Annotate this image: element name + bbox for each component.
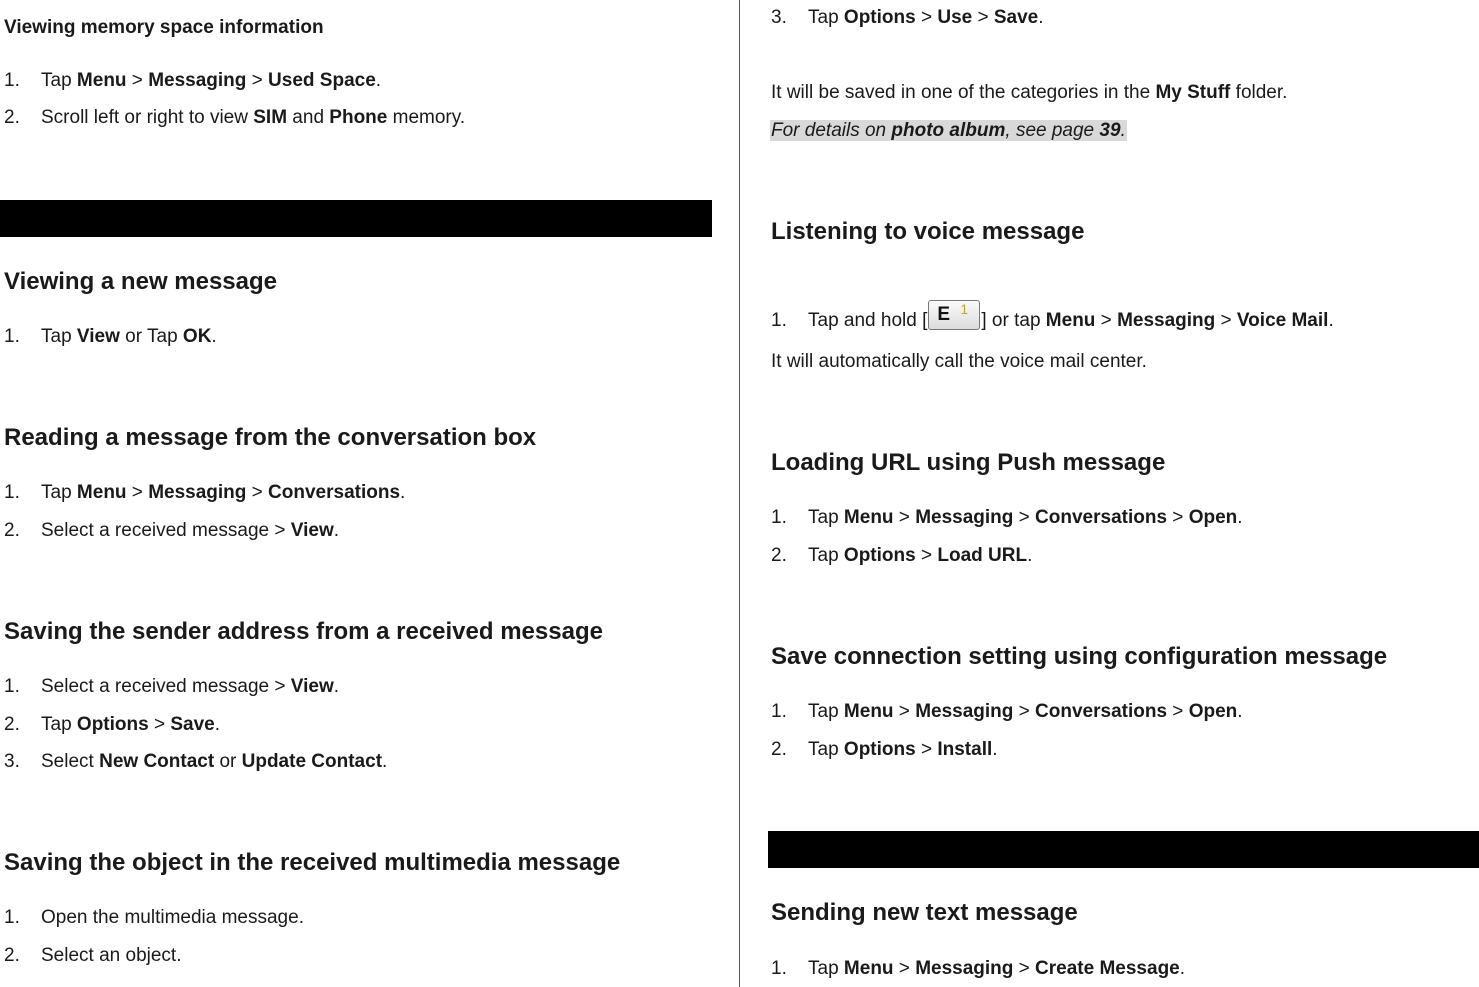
section-title-saving-sender: Saving the sender address from a received message bbox=[4, 618, 603, 645]
saved-location-note: It will be saved in one of the categories in the My Stuff folder. bbox=[771, 82, 1288, 103]
section-title-reading: Reading a message from the conversation box bbox=[4, 424, 537, 451]
voice-note: It will automatically call the voice mail center. bbox=[771, 351, 1147, 372]
step-new-message-1: 1. Tap View or Tap OK. bbox=[4, 326, 217, 347]
step-saving-sender-1: 1. Select a received message > View. bbox=[4, 676, 340, 697]
step-voice-1: 1. Tap and hold [ E 1 ] or tap Menu > Messaging > Voice Mail. bbox=[771, 301, 1334, 331]
section-title-new-message: Viewing a new message bbox=[4, 268, 278, 295]
section-title-config: Save connection setting using configuration message bbox=[771, 643, 1388, 670]
step-config-1: 1. Tap Menu > Messaging > Conversations > Open. bbox=[771, 701, 1243, 722]
right-column bbox=[741, 0, 1479, 987]
left-column bbox=[0, 0, 712, 987]
section-title-memory: Viewing memory space information bbox=[4, 17, 324, 38]
step-push-1: 1. Tap Menu > Messaging > Conversations > Open. bbox=[771, 507, 1243, 528]
section-divider-bar bbox=[0, 200, 712, 237]
section-title-saving-object: Saving the object in the received multimedia message bbox=[4, 849, 621, 876]
step-saving-object-1: 1. Open the multimedia message. bbox=[4, 907, 304, 928]
section-title-push: Loading URL using Push message bbox=[771, 449, 1166, 476]
column-divider bbox=[739, 0, 740, 987]
step-saving-sender-2: 2. Tap Options > Save. bbox=[4, 714, 221, 735]
step-saving-sender-3: 3. Select New Contact or Update Contact. bbox=[4, 751, 388, 772]
step-config-2: 2. Tap Options > Install. bbox=[771, 739, 998, 760]
step-reading-1: 1. Tap Menu > Messaging > Conversations. bbox=[4, 482, 406, 503]
step-sending-1: 1. Tap Menu > Messaging > Create Message. bbox=[771, 958, 1186, 979]
cross-reference-note: For details on photo album, see page 39. bbox=[771, 120, 1126, 141]
voicemail-key-icon: E 1 bbox=[928, 300, 980, 330]
step-push-2: 2. Tap Options > Load URL. bbox=[771, 545, 1033, 566]
section-divider-bar bbox=[768, 831, 1479, 868]
step-saving-object-3: 3. Tap Options > Use > Save. bbox=[771, 7, 1044, 28]
section-title-voice: Listening to voice message bbox=[771, 218, 1085, 245]
step-saving-object-2: 2. Select an object. bbox=[4, 945, 182, 966]
section-title-sending: Sending new text message bbox=[771, 899, 1078, 926]
step-reading-2: 2. Select a received message > View. bbox=[4, 520, 340, 541]
step-memory-1: 1. Tap Menu > Messaging > Used Space. bbox=[4, 70, 382, 91]
step-memory-2: 2. Scroll left or right to view SIM and Phone memory. bbox=[4, 107, 466, 128]
